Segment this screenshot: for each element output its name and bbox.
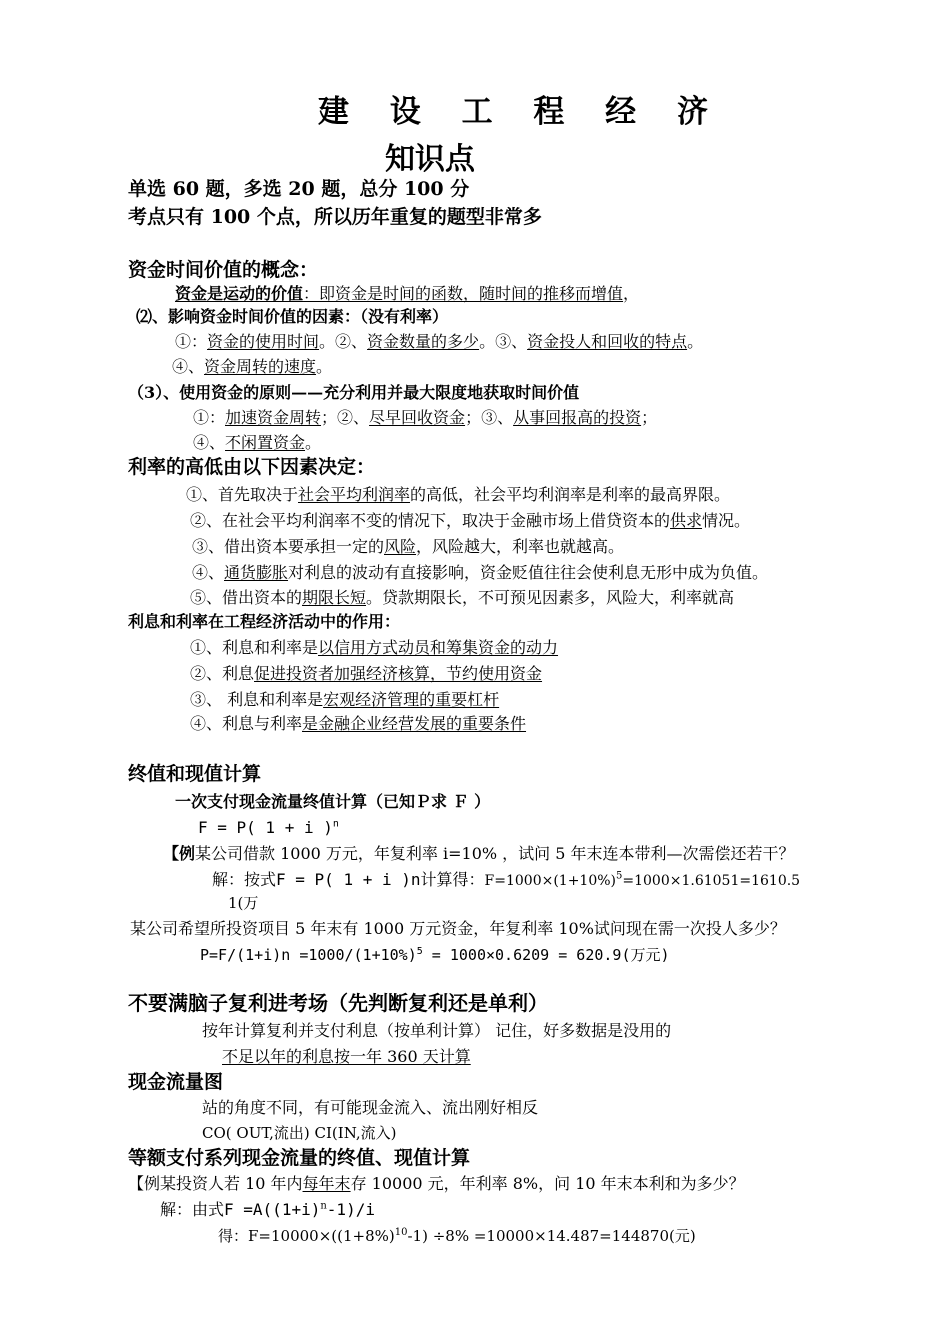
section-interest-role-heading: 利息和利率在工程经济活动中的作用： xyxy=(128,612,401,631)
principle-heading: （3）、使用资金的原则——充分利用并最大限度地获取时间价值 xyxy=(128,383,580,402)
single-payment-subheading: 一次支付现金流量终值计算（已知Ｐ求 Ｆ ） xyxy=(175,792,491,811)
compound-note-2: 不足以年的利息按一年 360 天计算 xyxy=(222,1047,471,1066)
factor-4: 资金周转的速度 xyxy=(204,357,317,376)
factors-line-2: ④、资金周转的速度。 xyxy=(172,357,333,376)
principle-2: 尽早回收资金 xyxy=(369,408,466,427)
factor-1: 资金的使用时间 xyxy=(207,332,320,351)
factors-heading: ⑵、影响资金时间价值的因素：（没有利率） xyxy=(136,307,449,326)
section-future-present-heading: 终值和现值计算 xyxy=(128,763,262,785)
factor-2: 资金数量的多少 xyxy=(367,332,480,351)
rate-factor-4: ④、通货膨胀对利息的波动有直接影响，资金贬值往往会使利息无形中成为负值。 xyxy=(192,563,769,582)
definition-label: 资金是运动的价值 xyxy=(175,284,304,303)
example-1: 【例某公司借款 1000 万元，年复利率 i=10% ，试问 5 年末连本带利—次需偿还若干？ xyxy=(163,844,795,863)
intro-line-1: 单选 60 题，多选 20 题，总分 100 分 xyxy=(128,178,470,200)
section-time-value-heading: 资金时间价值的概念： xyxy=(128,259,319,281)
interest-role-4: ④、利息与利率是金融企业经营发展的重要条件 xyxy=(190,714,527,733)
annuity-example: 【例某投资人若 10 年内每年末存 10000 元，年利率 8%，问 10 年末本利和为多少？ xyxy=(128,1174,745,1193)
principle-1: 加速资金周转 xyxy=(225,408,322,427)
rate-factor-3: ③、借出资本要承担一定的风险，风险越大，利率也就越高。 xyxy=(192,537,625,556)
section-rate-factors-heading: 利率的高低由以下因素决定： xyxy=(128,456,376,478)
factors-line-1: ①：资金的使用时间。②、资金数量的多少。③、资金投人和回收的特点。 xyxy=(175,332,704,351)
principle-4: 不闲置资金 xyxy=(225,433,306,452)
document-title: 建 设 工 程 经 济 xyxy=(318,94,723,130)
annuity-result: 得：$F=10000\times((1+8\%)^{10}-1) \div 8\% =10000\times 14.487=144870$(元) xyxy=(218,1227,696,1245)
interest-role-3: ③、 利息和利率是宏观经济管理的重要杠杆 xyxy=(190,690,500,709)
time-value-definition: 资金是运动的价值：即资金是时间的函数，随时间的推移而增值， xyxy=(175,284,640,303)
definition-text: ：即资金是时间的函数，随时间的推移而增值 xyxy=(303,284,624,303)
principles-line-1: ①：加速资金周转；②、尽早回收资金；③、从事回报高的投资； xyxy=(193,408,658,427)
annuity-solution: 解：由式$F =A((1+i)^n-1)/i$ xyxy=(160,1200,375,1219)
section-annuity-heading: 等额支付系列现金流量的终值、现值计算 xyxy=(128,1147,471,1169)
rate-factor-2: ②、在社会平均利润率不变的情况下，取决于金融市场上借贷资本的供求情况。 xyxy=(190,511,751,530)
interest-role-1: ①、利息和利率是以信用方式动员和筹集资金的动力 xyxy=(190,638,559,657)
principle-3: 从事回报高的投资 xyxy=(513,408,642,427)
section-cash-flow-heading: 现金流量图 xyxy=(128,1071,224,1093)
cash-flow-note-1: 站的角度不同，有可能现金流入、流出刚好相反 xyxy=(202,1098,539,1117)
present-value-formula: $P=F/(1+i)n =1000/(1+10\%)^5 = 1000\times 0.6209 = 620.9$(万元) xyxy=(200,946,670,964)
future-value-formula: F = P( 1 + i )$^n$ xyxy=(198,818,339,837)
cash-flow-note-2: CO( OUT,流出) CI(IN,流入) xyxy=(202,1124,397,1142)
example-1-solution-wrap: 1(万 xyxy=(228,894,259,912)
principles-line-2: ④、不闲置资金。 xyxy=(193,433,322,452)
compound-note-1: 按年计算复利并支付利息（按单利计算） 记住，好多数据是没用的 xyxy=(202,1021,672,1040)
rate-factor-1: ①、首先取决于社会平均利润率的高低，社会平均利润率是利率的最高界限。 xyxy=(186,485,731,504)
factor-3: 资金投人和回收的特点 xyxy=(527,332,688,351)
intro-line-2: 考点只有 100 个点，所以历年重复的题型非常多 xyxy=(128,206,542,228)
document-subtitle: 知识点 xyxy=(385,142,475,177)
rate-factor-5: ⑤、借出资本的期限长短。贷款期限长，不可预见因素多，风险大，利率就高 xyxy=(190,588,735,607)
interest-role-2: ②、利息促进投资者加强经济核算，节约使用资金 xyxy=(190,664,543,683)
section-compound-warning-heading: 不要满脑子复利进考场（先判断复利还是单利） xyxy=(128,991,548,1015)
example-1-solution: 解：按式F = P( 1 + i )n计算得：$F=1000\times(1+10\%)^5=1000\times 1.61051=1610.5$ xyxy=(212,870,801,889)
example-2: 某公司希望所投资项目 5 年末有 1000 万元资金，年复利率 10%试问现在需一次投人多少？ xyxy=(130,919,786,938)
